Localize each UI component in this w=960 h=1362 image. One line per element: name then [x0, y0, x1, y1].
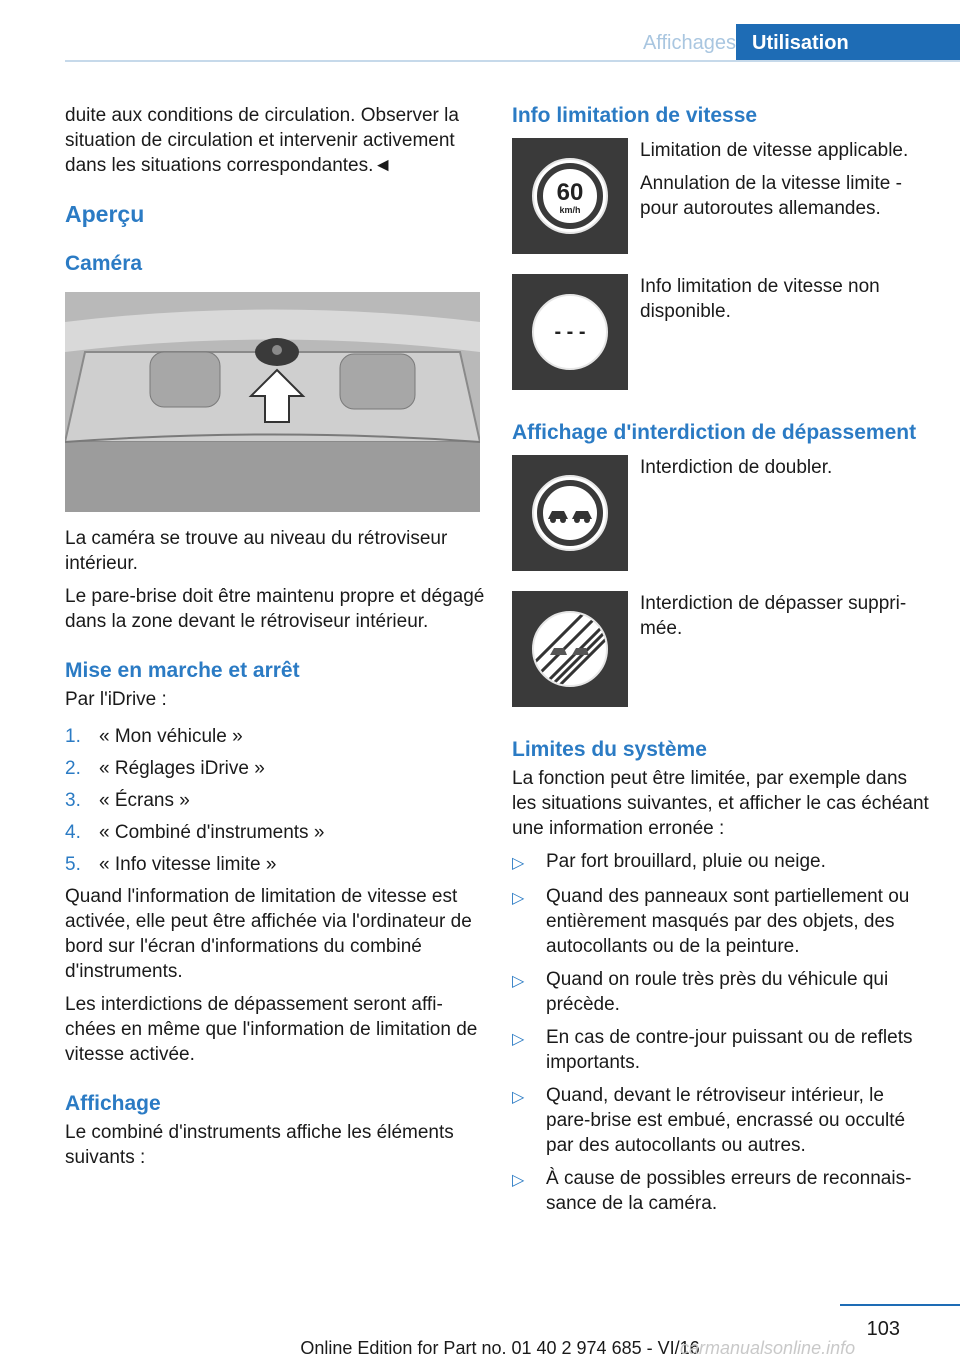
speed-limit-sign-icon — [512, 138, 628, 254]
mise-intro: Par l'iDrive : — [65, 689, 167, 710]
list-item — [512, 1083, 932, 1158]
bullet-text: En cas de contre-jour puissant ou de reflets importants. — [546, 1027, 913, 1073]
list-item — [512, 849, 932, 876]
speed-limit-sign-graphic — [530, 156, 610, 236]
heading-interdiction: Affichage d'interdiction de dépassement — [512, 421, 917, 444]
list-item — [512, 1025, 932, 1075]
sign-1-line-2: Annulation de la vitesse limite - pour autoroutes allemandes. — [640, 173, 902, 219]
steps-list — [65, 720, 485, 880]
sign-row-no-overtaking — [512, 455, 932, 571]
sign-row-unavailable — [512, 274, 932, 390]
list-item — [65, 848, 485, 880]
heading-affichage: Affichage — [65, 1092, 161, 1115]
sign-3-text — [628, 455, 930, 571]
step-number: 1. — [65, 725, 81, 747]
sign-4-text — [628, 591, 930, 707]
sign-2-text — [628, 274, 930, 390]
speed-unavailable-sign-icon — [512, 274, 628, 390]
no-overtaking-graphic — [530, 473, 610, 553]
limites-list — [512, 849, 932, 1216]
bullet-text: À cause de possibles erreurs de reconnaissance de la caméra. — [546, 1168, 912, 1214]
header-active-tab[interactable]: Utilisation — [736, 24, 960, 62]
list-item — [512, 884, 932, 959]
heading-apercu: Aperçu — [65, 201, 145, 227]
bullet-triangle-icon: ▷ — [512, 973, 525, 990]
right-column — [512, 103, 932, 1224]
step-number: 3. — [65, 789, 81, 811]
bullet-triangle-icon: ▷ — [512, 1089, 525, 1106]
bullet-text: Quand on roule très près du véhicule qui précède. — [546, 969, 889, 1015]
windshield-interior-image — [65, 292, 480, 512]
list-item — [65, 720, 485, 752]
bullet-triangle-icon: ▷ — [512, 1031, 525, 1048]
speed-limit-unit: km/h — [559, 205, 581, 215]
heading-camera: Caméra — [65, 252, 143, 275]
watermark: carmanualsonline.info — [680, 1338, 856, 1358]
heading-limites: Limites du système — [512, 738, 707, 761]
bullet-triangle-icon: ▷ — [512, 855, 525, 872]
step-number: 2. — [65, 757, 81, 779]
camera-illustration — [65, 292, 480, 512]
step-number: 5. — [65, 853, 81, 875]
list-item — [65, 784, 485, 816]
step-text: « Info vitesse limite » — [99, 853, 277, 875]
no-overtaking-sign-icon — [512, 455, 628, 571]
speed-limit-number: 60 — [556, 179, 584, 206]
list-item — [65, 752, 485, 784]
step-text: « Écrans » — [99, 789, 190, 811]
bullet-triangle-icon: ▷ — [512, 890, 525, 907]
bullet-text: Quand, devant le rétroviseur intérieur, le pare-brise est embué, encrassé ou occulté par des autocollants ou autres. — [546, 1085, 906, 1156]
limites-paragraph: La fonction peut être limitée, par exemple dans les situations suivantes, et afficher le cas échéant une information erronée : — [512, 768, 929, 839]
sign-3-line: Interdiction de doubler. — [640, 457, 833, 478]
sign-row-speed-limit — [512, 138, 932, 254]
left-column — [65, 103, 485, 1178]
list-item — [65, 816, 485, 848]
edition-info: Online Edition for Part no. 01 40 2 974 685 - VI/16 — [300, 1338, 700, 1358]
sign-1-text — [628, 138, 930, 254]
camera-paragraph-1: La caméra se trouve au niveau du rétroviseur intérieur. — [65, 528, 448, 574]
speed-unavailable-graphic — [530, 292, 610, 372]
heading-mise-en-marche: Mise en marche et arrêt — [65, 659, 300, 682]
bullet-triangle-icon: ▷ — [512, 1172, 525, 1189]
affichage-paragraph: Le combiné d'instruments affiche les éléments suivants : — [65, 1122, 454, 1168]
sign-2-line: Info limitation de vitesse non disponible. — [640, 276, 880, 322]
list-item — [512, 967, 932, 1017]
mise-paragraph-1: Quand l'information de limitation de vitesse est activée, elle peut être affichée via l'ordinateur de bord sur l'écran d'informations du combiné d'instruments. — [65, 886, 472, 982]
footer-rule — [840, 1304, 960, 1306]
intro-paragraph: duite aux conditions de circulation. Observer la situation de circulation et intervenir activement dans les situations correspondantes.◄ — [65, 105, 459, 176]
camera-paragraph-2: Le pare-brise doit être maintenu propre et dégagé dans la zone devant le rétroviseur intérieur. — [65, 586, 485, 632]
sign-1-line-1: Limitation de vitesse applicable. — [640, 140, 909, 161]
mise-paragraph-2: Les interdictions de dépassement seront affichées en même que l'information de limitation de vitesse activée. — [65, 994, 478, 1065]
heading-info-limitation: Info limitation de vitesse — [512, 104, 758, 127]
step-number: 4. — [65, 821, 81, 843]
step-text: « Réglages iDrive » — [99, 757, 265, 779]
sign-row-end-no-overtaking — [512, 591, 932, 707]
unavailable-dashes: - - - — [554, 321, 586, 343]
page-number: 103 — [866, 1318, 900, 1340]
bullet-text: Par fort brouillard, pluie ou neige. — [546, 851, 826, 872]
step-text: « Mon véhicule » — [99, 725, 243, 747]
end-no-overtaking-graphic — [530, 609, 610, 689]
bullet-text: Quand des panneaux sont partiellement ou entièrement masqués par des objets, des autocollants ou de la peinture. — [546, 886, 910, 957]
end-no-overtaking-sign-icon — [512, 591, 628, 707]
step-text: « Combiné d'instruments » — [99, 821, 325, 843]
header-rule — [65, 60, 960, 62]
list-item — [512, 1166, 932, 1216]
sign-4-line: Interdiction de dépasser supprimée. — [640, 593, 907, 639]
header-section-tab[interactable]: Affichages — [642, 32, 736, 54]
